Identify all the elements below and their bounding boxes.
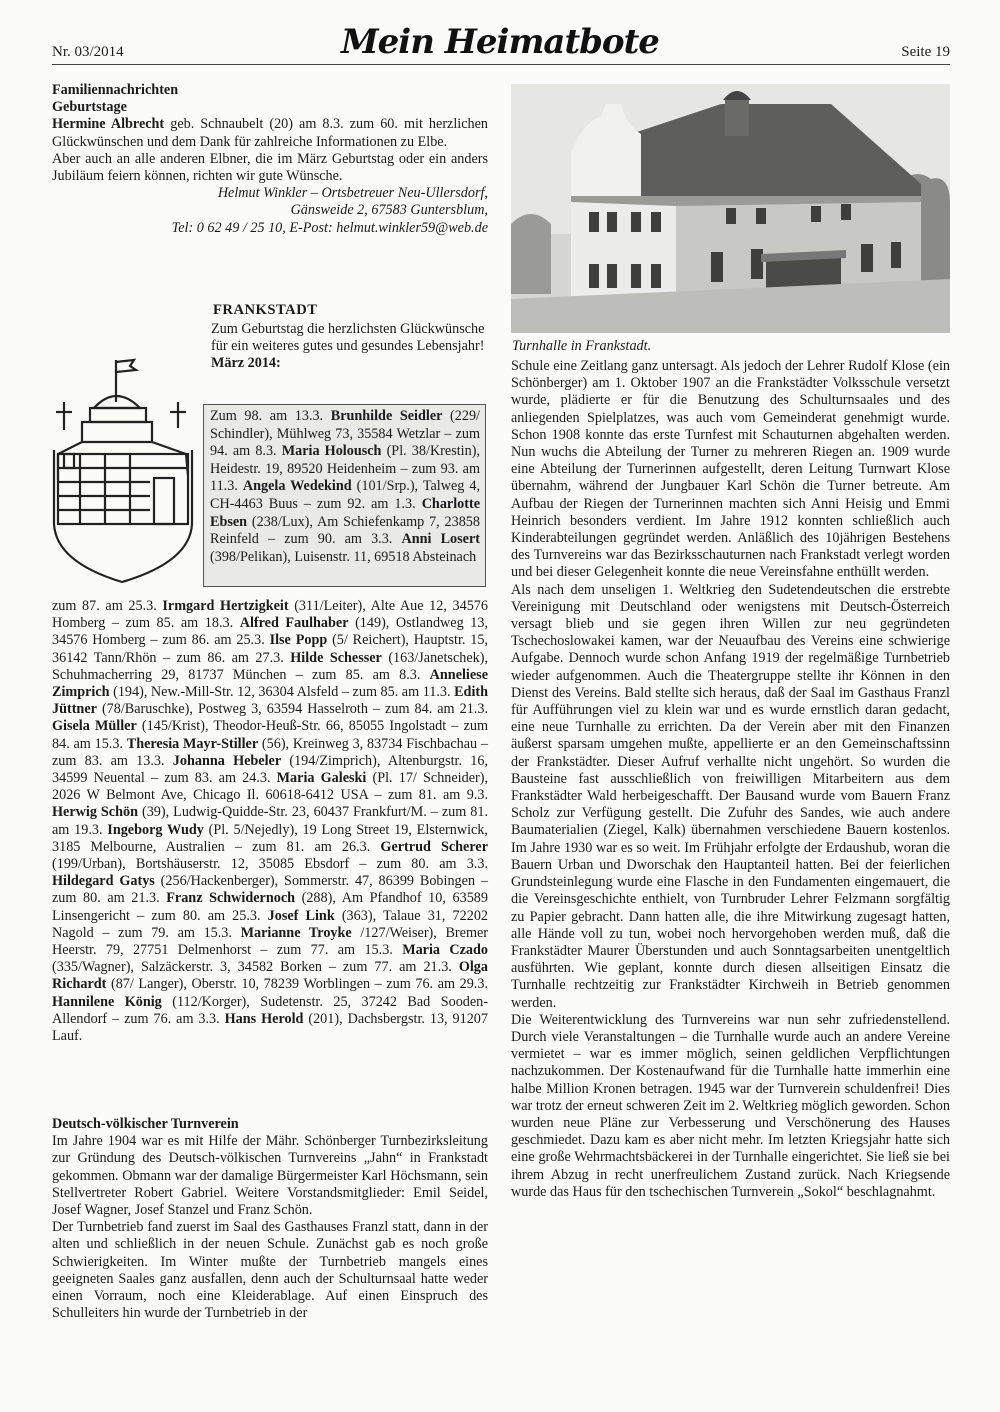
- boxed-entry-text: Zum 98. am 13.3.: [210, 408, 331, 424]
- turnverein-heading: Deutsch-völkischer Turnverein: [52, 1116, 239, 1132]
- boxed-entry-text: (101/Srp.), Talweg 4, CH-4463 Buus – zum 92. am 1.3.: [210, 478, 480, 512]
- family-name: Hermine Albrecht: [52, 116, 165, 133]
- month-label: März 2014:: [211, 355, 281, 372]
- boxed-entry-name: Maria Holousch: [281, 443, 382, 460]
- birthday-entry-text: (112/Korger), Sudetenstr. 25, 37242 Bad Sooden-Allendorf – zum 76. am 3.3.: [52, 993, 488, 1027]
- birthday-entry-text: (56), Kreinweg 3, 83734 Fischbachau – zum 83. am 13.3.: [52, 735, 488, 769]
- birthday-entry-name: Theresia Mayr-Stiller: [126, 735, 259, 752]
- birthday-entry-text: (163/Janetschek), Schuhmacherring 29, 81737 München – zum 85. am 8.3.: [52, 649, 488, 683]
- birthday-entry-name: Olga Richardt: [52, 959, 488, 993]
- turnverein-right: [511, 358, 950, 1201]
- right-paragraph-1: Schule eine Zeitlang ganz untersagt. Als jedoch der Lehrer Rudolf Klose (ein Schönberger) am 1. Oktober 1907 an die Frankstädter Volksschule versetzt wurde, plädierte er für die Benutzung des Schulturnsaales und des anliegenden Spielplatzes, was auch vom Gemeinderat genehmigt wurde. Schon 1908 konnte das erste Turnfest mit Schauturnen abgehalten werden. Nun wuchs die Abteilung der Turner zu mehreren Riegen an. 1909 wurde eine Abteilung der Turnerinnen aufgestellt, deren Leitung Turnwart Klose übernahm, während der Jungbauer Karl Schön die Turner betreute. Am Aufbau der Riegen der Turnerinnen machten sich Anni Heisig und Emmi Heinrich besonders verdient. Im Jahre 1912 konnten schließlich auch Kinderabteilungen gegründet werden. Anläßlich des 10jährigen Bestehens des Turnvereins war das Bezirksschauturnen nach Frankstadt verlegt worden und bei dieser Gelegenheit konnte die neue Vereinsfahne enthüllt werden.: [511, 358, 950, 581]
- masthead-title: Mein Heimatbote: [341, 22, 659, 62]
- birthday-entry-name: Josef Link: [267, 907, 335, 924]
- birthday-box: [203, 404, 486, 587]
- birthday-entry-text: /127/Weiser), Bremer Heerstr. 79, 27751 Delmenhorst – zum 77. am 15.3.: [52, 924, 489, 959]
- birthday-entry-name: Hans Herold: [224, 1010, 304, 1027]
- boxed-entry-text: (Pl. 38/Krestin), Heidestr. 19, 89520 Heidenheim – zum 93. am 11.3.: [210, 443, 480, 495]
- birthdays-heading: Geburtstage: [52, 99, 127, 116]
- birthday-entry-text: (Pl. 17/ Schneider), 2026 W Belmont Ave, Chicago Il. 60618-6412 USA – zum 81. am 9.3.: [52, 770, 489, 804]
- birthday-entry-text: (311/Leiter), Alte Aue 12, 34576 Homberg – zum 85. am 18.3.: [52, 598, 488, 632]
- frankstadt-coat-of-arms: [50, 330, 200, 592]
- turnverein-left: [52, 1116, 488, 1322]
- birthday-entry-name: Ilse Popp: [269, 632, 328, 649]
- birthday-entry-name: Edith Jüttner: [52, 684, 489, 718]
- birthday-entry-name: Ingeborg Wudy: [107, 821, 204, 838]
- photo-caption: Turnhalle in Frankstadt.: [512, 338, 652, 354]
- birthday-entry-text: (145/Krist), Theodor-Heuß-Str. 66, 85055 Ingolstadt – zum 84. am 15.3.: [52, 718, 488, 752]
- birthday-entry-text: (78/Baruschke), Postweg 3, 63594 Hasselroth – zum 84. am 21.3.: [96, 701, 488, 718]
- birthday-entry-text: (Pl. 5/Nejedly), 19 Long Street 19, Elsternwick, 3185 Melbourne, Australien – zum 81. am 26.3.: [52, 821, 488, 855]
- boxed-entry-text: (398/Pelikan), Luisenstr. 11, 69518 Absteinach: [210, 548, 477, 565]
- birthday-list: [52, 598, 488, 1045]
- boxed-entry-name: Anni Losert: [401, 531, 480, 548]
- boxed-entry-text: (229/ Schindler), Mühlweg 73, 35584 Wetzlar – zum 94. am 8.3.: [210, 408, 480, 460]
- birthday-entry-text: (194/Zimprich), Altenburgstr. 16, 34599 Neuental – zum 83. am 24.3.: [52, 752, 489, 787]
- birthday-entry-name: Gisela Müller: [52, 718, 137, 735]
- birthday-entry-name: Hildegard Gatys: [52, 873, 155, 890]
- birthday-entry-name: Irmgard Hertzigkeit: [162, 598, 289, 614]
- birthday-entry-name: Alfred Faulhaber: [239, 615, 349, 632]
- family-paragraph-1: Hermine Albrecht geb. Schnaubelt (20) am 8.3. zum 60. mit herzlichen Glückwünschen und dem Dank für zahlreiche Informationen zu Elbe.: [52, 116, 489, 150]
- birthday-entry-text: (335/Wagner), Salzäckerstr. 3, 34582 Borken – zum 77. am 21.3.: [52, 959, 459, 976]
- birthday-entry-name: Maria Galeski: [276, 770, 367, 787]
- turnhalle-photo: [511, 84, 950, 333]
- birthday-entry-text: (199/Urban), Bortshäuserstr. 12, 35085 Ebsdorf – zum 80. am 3.3.: [52, 856, 488, 873]
- issue-number: Nr. 03/2014: [52, 44, 124, 60]
- header-rule: [52, 64, 950, 65]
- birthday-entry-text: (87/ Langer), Oberstr. 10, 78239 Worblingen – zum 76. am 29.3.: [106, 976, 488, 993]
- birthday-entry-text: (363), Talaue 31, 72202 Nagold – zum 79. am 15.3.: [52, 907, 489, 941]
- signature-line-3: Tel: 0 62 49 / 25 10, E-Post: helmut.winkler59@web.de: [171, 219, 488, 236]
- birthday-entry-name: Johanna Hebeler: [172, 752, 282, 769]
- turnverein-paragraph-2: Der Turnbetrieb fand zuerst im Saal des Gasthauses Franzl statt, dann in der alten und schließlich in der neuen Schule. Zunächst gab es noch große Schwierigkeiten. Im Winter mußte der Turnbetrieb mangels eines geeigneten Saales ganz ausfallen, denn auch der Schulturnsaal hatte weder einen Vorraum, noch eine Kleiderablage. Auf einen Einspruch des Schulleiters hin wurde der Turnbetrieb in der: [52, 1219, 488, 1322]
- birthday-entry-text: zum 87. am 25.3.: [52, 598, 163, 614]
- right-paragraph-2: Als nach dem unseligen 1. Weltkrieg den Sudetendeutschen die erstrebte Vereinigung mit Deutschland oder wenigstens mit Deutsch-Österreich versagt blieb und sie gegen ihren Willen zur neu gegründeten Tschechoslowakei kamen, war der Neuaufbau des Vereins eine schwierige Aufgabe. Dennoch wurde schon Anfang 1919 der regelmäßige Turnbetrieb wieder aufgenommen. Auch die Theatergruppe stellte ihr Können in den Dienst des Vereins. Bald stellte sich heraus, daß der Saal im Gasthaus Franzl für Aufführungen viel zu klein war und es wurde ernstlich daran gedacht, eine neue Turnhalle zu errichten. Da der Verein aber mit den Finanzen äußerst sparsam umgehen mußte, appellierte er an den Gemeinschaftssinn der Frankstädter. Dieser Aufruf verhallte nicht ungehört. So wurden die Bausteine fast ausschließlich von freiwilligen Mitarbeitern aus dem Frankstädter Wald herbeigeschafft. Der Bausand wurde vom Bauern Franz Scholz zur Verfügung gestellt. Die Zufuhr des Sandes, wie auch andere Baumaterialien (Ziegel, Kalk) übernahmen verschiedene Bauern kostenlos. Im Jahre 1930 war es so weit. Im Frühjahr erfolgte der Erdaushub, woran die Bauern Urban und Dworschak den Hauptanteil hatten. Bei der feierlichen Grundsteinlegung wurde eine Flasche in den Fundamenten eingemauert, die die Vereinsgeschichte enthielt, von Turnbruder Lehrer Felzmann sorgfältig zu Papier gebracht. Dann hatten alle, die ihre Mitwirkung zugesagt hatten, alle Hände voll zu tun, wobei noch hervorgehoben werden muß, daß die Frankstädter Maurer Überstunden und auch Sonntagsarbeiten unentgeltlich ausführten. Wie geplant, konnte durch diesen allseitigen Einsatz die Turnhalle rechtzeitig zur Frankstädter Kirchweih in Betrieb genommen werden.: [511, 581, 950, 1011]
- frankstadt-intro: Zum Geburtstag die herzlichsten Glückwünsche für ein weiteres gutes und gesundes Lebensjahr! März 2014:: [211, 321, 485, 372]
- birthday-entry-name: Hannilene König: [52, 993, 162, 1010]
- turnverein-paragraph-1: Im Jahre 1904 war es mit Hilfe der Mähr. Schönberger Turnbezirksleitung zur Gründung des Deutsch-völkischen Turnvereins „Jahn“ in Frankstadt gekommen. Obmann war der damalige Bürgermeister Karl Höchsmann, sein Stellvertreter Robert Gabriel. Weitere Vorstandsmitglieder: Emil Seidel, Josef Wagner, Josef Stanzel und Franz Schön.: [52, 1133, 488, 1219]
- right-paragraph-3: Die Weiterentwicklung des Turnvereins war nun sehr zufriedenstellend. Durch viele Veranstaltungen – die Turnhalle wurde auch an andere Vereine vermietet – war es immer möglich, seinen geldlichen Verpflichtungen nachzukommen. Der Kostenaufwand für die Turnhalle hatte immerhin eine halbe Million Kronen betragen. 1945 war der Turnverein schuldenfrei! Dies war trotz der erneut schweren Zeit im 2. Weltkrieg möglich geworden. Schon wurden neue Pläne zur Verbesserung und Verschönerung des Hauses geschmiedet. Dazu kam es aber nicht mehr. Im letzten Kriegsjahr hatte sich eine große Wehrmachtsbäckerei in der Turnhalle eingerichtet. Sie ließ sie bei ihrem Abzug in recht unerfreulichem Zustand zurück. Nach Kriegsende wurde das Haus für den tschechischen Turnverein „Sokol“ beschlagnahmt.: [511, 1011, 950, 1200]
- boxed-entry-name: Angela Wedekind: [242, 478, 352, 495]
- birthday-entry-name: Marianne Troyke: [240, 924, 352, 941]
- birthday-entry-text: (5/ Reichert), Hauptstr. 15, 36142 Tann/Rhön – zum 86. am 27.3.: [52, 632, 488, 666]
- birthday-entry-name: Gertrud Scherer: [380, 838, 488, 855]
- family-heading: Familiennachrichten: [52, 82, 179, 98]
- birthday-entry-text: (288), Am Pfandhof 10, 63589 Linsengericht – zum 80. am 25.3.: [52, 890, 488, 924]
- signature-line-1: Helmut Winkler – Ortsbetreuer Neu-Ullersdorf,: [217, 185, 488, 202]
- birthday-entry-name: Franz Schwidernoch: [166, 890, 296, 907]
- birthday-entry-name: Hilde Schesser: [290, 649, 382, 666]
- family-paragraph-2: Aber auch an alle anderen Elbner, die im März Geburtstag oder ein anders Jubiläum feiern können, richten wir gute Wünsche.: [52, 150, 488, 185]
- family-news: [52, 82, 488, 237]
- boxed-entry-name: Charlotte Ebsen: [210, 495, 480, 530]
- birthday-entry-text: (201), Dachsbergstr. 13, 91207 Lauf.: [52, 1010, 488, 1045]
- signature-line-2: Gänsweide 2, 67583 Guntersblum,: [290, 202, 488, 219]
- birthday-entry-text: (194), New.-Mill-Str. 12, 36304 Alsfeld – zum 85. am 11.3.: [109, 684, 455, 701]
- page-number: Seite 19: [901, 44, 950, 60]
- birthday-entry-name: Anneliese Zimprich: [52, 666, 488, 701]
- boxed-entry-name: Brunhilde Seidler: [330, 408, 443, 424]
- boxed-entry-text: (238/Lux), Am Schiefenkamp 7, 23858 Reinfeld – zum 90. am 3.3.: [210, 513, 480, 548]
- birthday-entry-name: Herwig Schön: [52, 804, 138, 821]
- frankstadt-title: FRANKSTADT: [213, 302, 318, 318]
- birthday-entry-text: (39), Ludwig-Quidde-Str. 23, 60437 Frankfurt/M. – zum 81. am 19.3.: [52, 804, 488, 838]
- birthday-entry-name: Maria Czado: [402, 942, 488, 959]
- birthday-entry-text: (256/Hackenberger), Sommerstr. 47, 86399 Bobingen – zum 80. am 21.3.: [52, 873, 488, 907]
- birthday-entry-text: (149), Ostlandweg 13, 34576 Homberg – zum 86. am 25.3.: [52, 615, 488, 649]
